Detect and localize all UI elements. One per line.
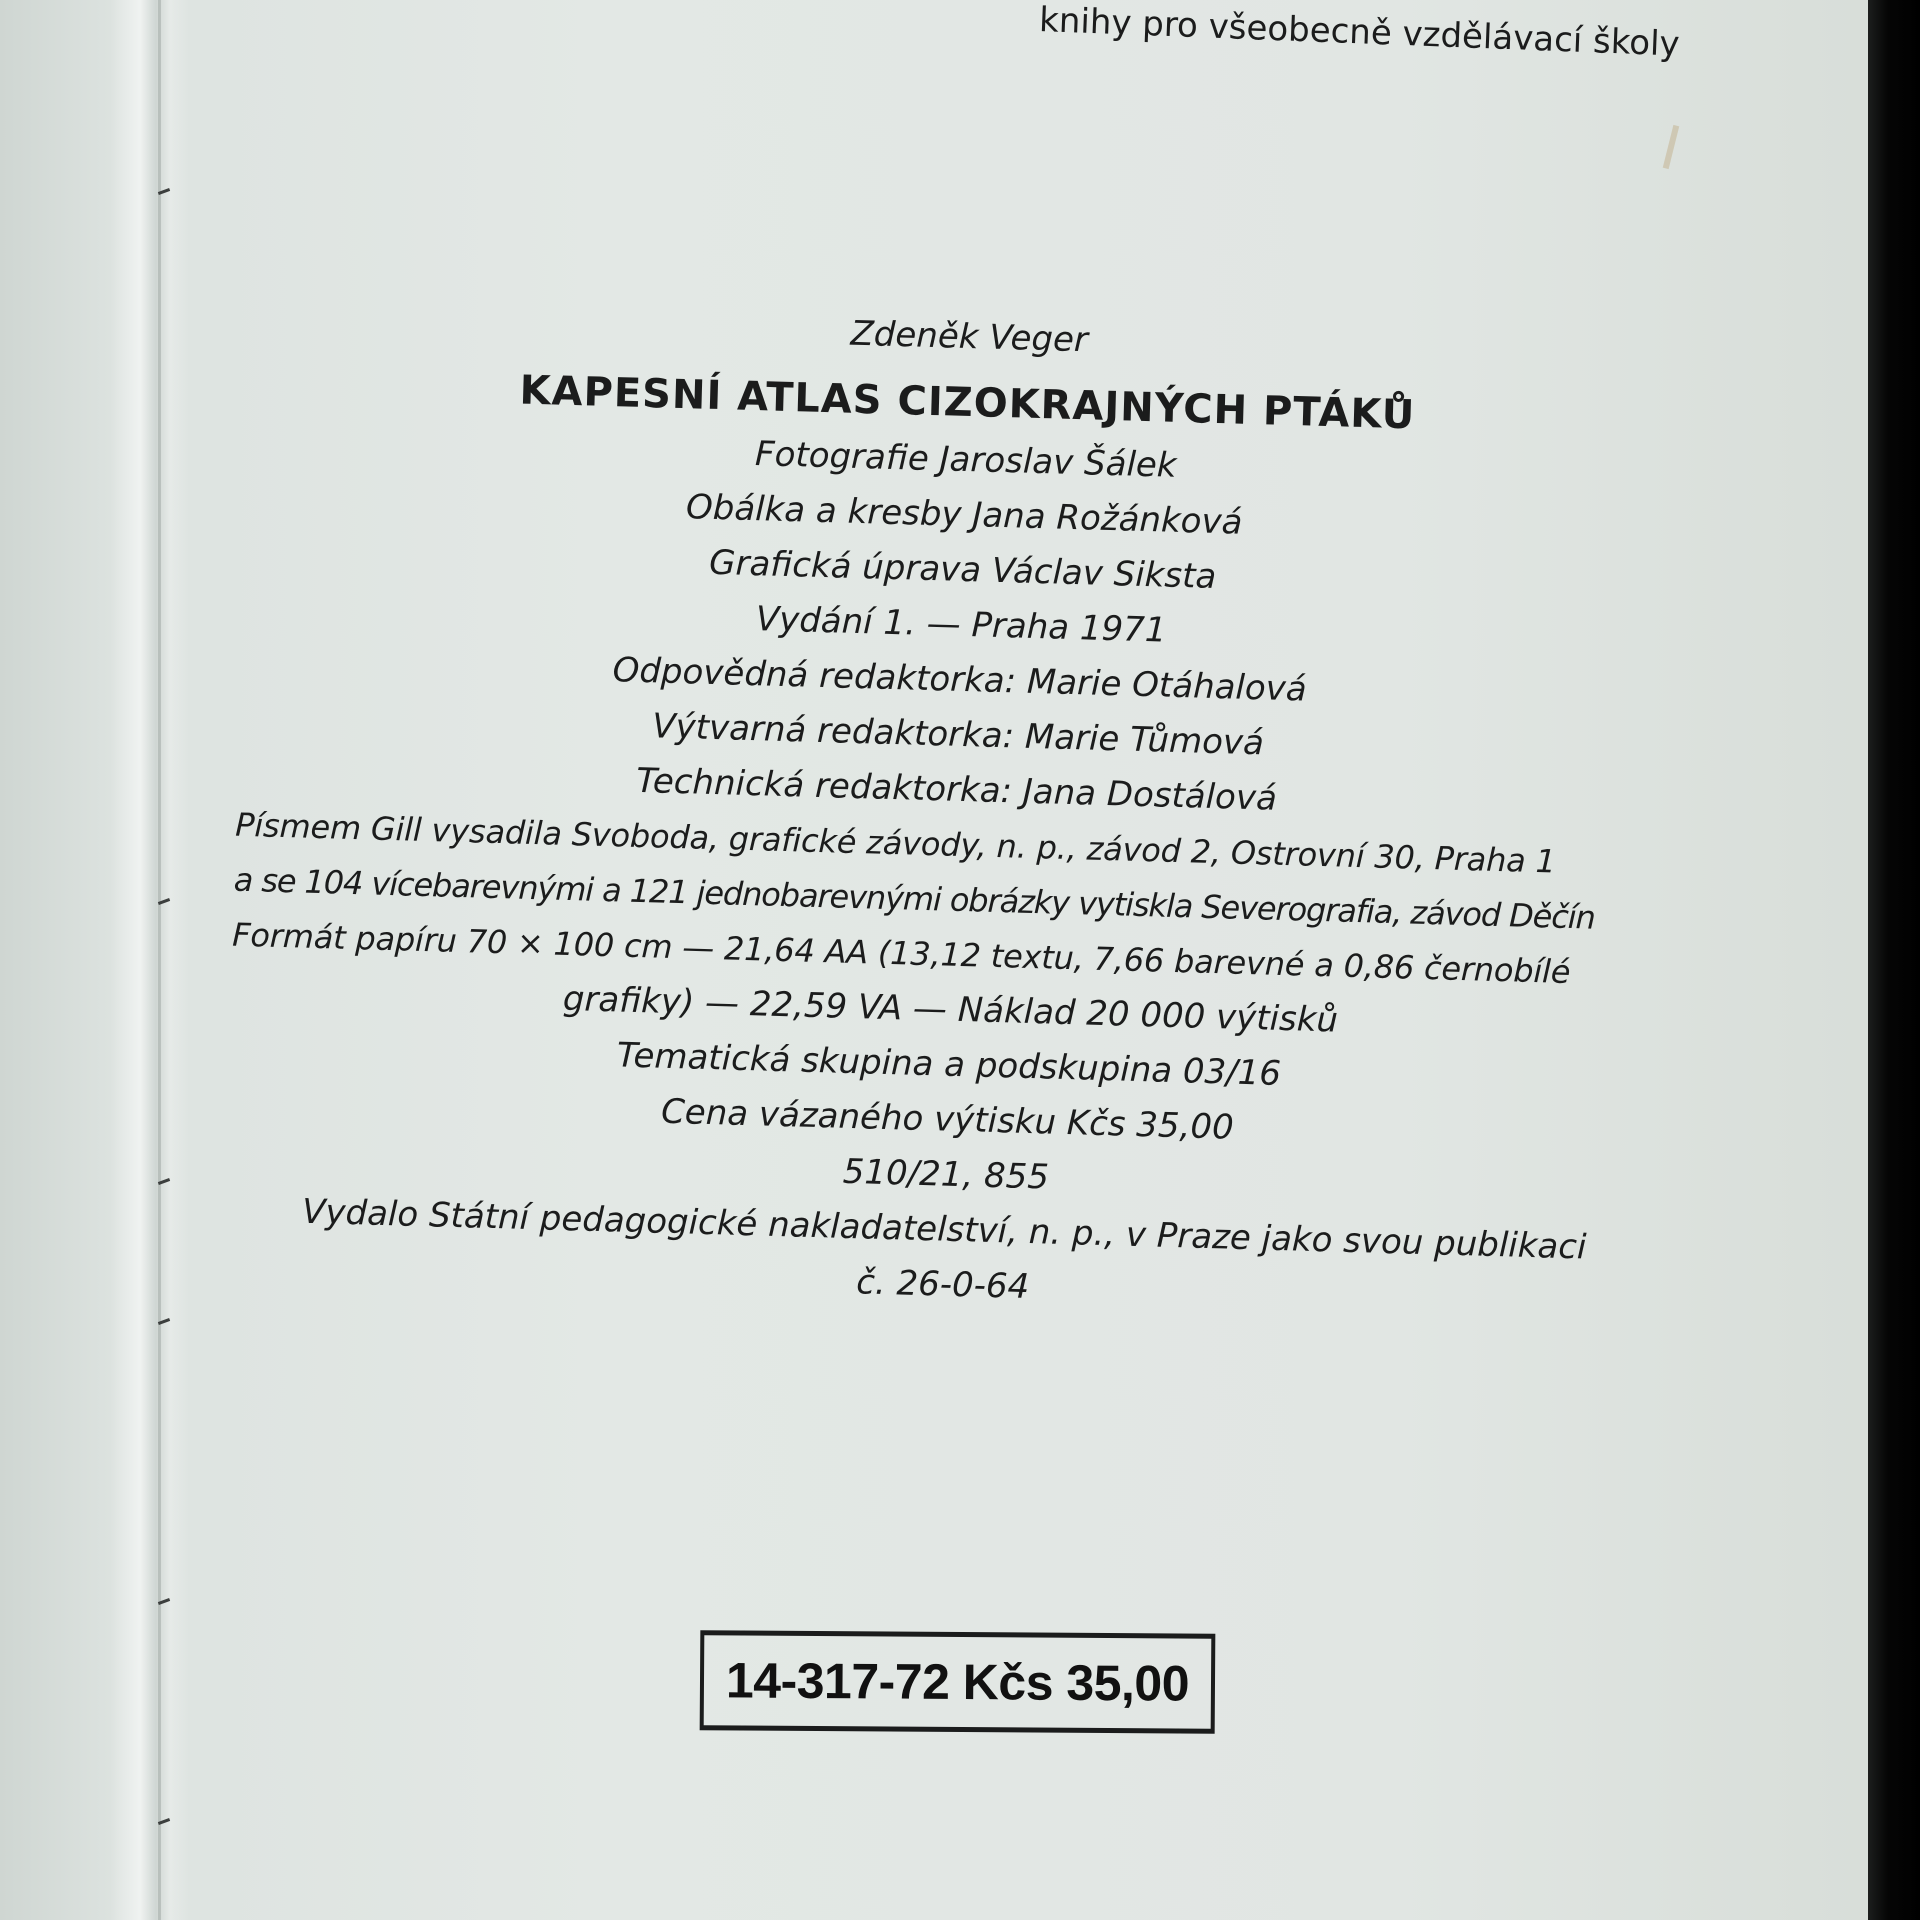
page-binding <box>110 0 190 1920</box>
publication-number: č. 26-0-64 <box>855 1262 1030 1308</box>
credit-line: Grafická úprava Václav Siksta <box>708 542 1217 597</box>
print-info-line: a se 104 vícebarevnými a 121 jednobarevnými obrázky vytiskla Severografia, závod Děčín <box>233 860 1596 937</box>
detail-line: grafiky) — 22,59 VA — Náklad 20 000 výtisků <box>562 978 1339 1041</box>
credit-line: Obálka a kresby Jana Rožánková <box>685 487 1244 543</box>
print-info-line: Písmem Gill vysadila Svoboda, grafické závody, n. p., závod 2, Ostrovní 30, Praha 1 <box>234 805 1557 881</box>
print-info-line: Formát papíru 70 × 100 cm — 21,64 AA (13,12 textu, 7,66 barevné a 0,86 černobílé <box>231 915 1571 992</box>
binding-fold-line <box>158 0 161 1920</box>
price-box <box>700 1630 1216 1734</box>
top-partial-line: knihy pro všeobecně vzdělávací školy <box>1038 0 1681 65</box>
credit-line: Technická redaktorka: Jana Dostálová <box>635 760 1278 819</box>
credit-line: Fotografie Jaroslav Šálek <box>754 434 1178 486</box>
credit-line: Výtvarná redaktorka: Marie Tůmová <box>651 706 1265 764</box>
book-title: KAPESNÍ ATLAS CIZOKRAJNÝCH PTÁKŮ <box>518 367 1416 439</box>
credit-line: Odpovědná redaktorka: Marie Otáhalová <box>612 650 1308 710</box>
detail-line: Cena vázaného výtisku Kčs 35,00 <box>660 1091 1235 1148</box>
publisher-line: Vydalo Státní pedagogické nakladatelství, n. p., v Praze jako svou publikaci <box>301 1191 1587 1268</box>
colophon-block <box>222 290 1689 1333</box>
price-text: 14-317-72 Kčs 35,00 <box>725 1652 1190 1712</box>
credit-line: Vydání 1. — Praha 1971 <box>755 599 1168 651</box>
detail-line: Tematická skupina a podskupina 03/16 <box>616 1035 1282 1094</box>
author-name: Zdeněk Veger <box>850 313 1089 361</box>
dark-page-edge <box>1868 0 1920 1920</box>
detail-line: 510/21, 855 <box>842 1151 1050 1198</box>
